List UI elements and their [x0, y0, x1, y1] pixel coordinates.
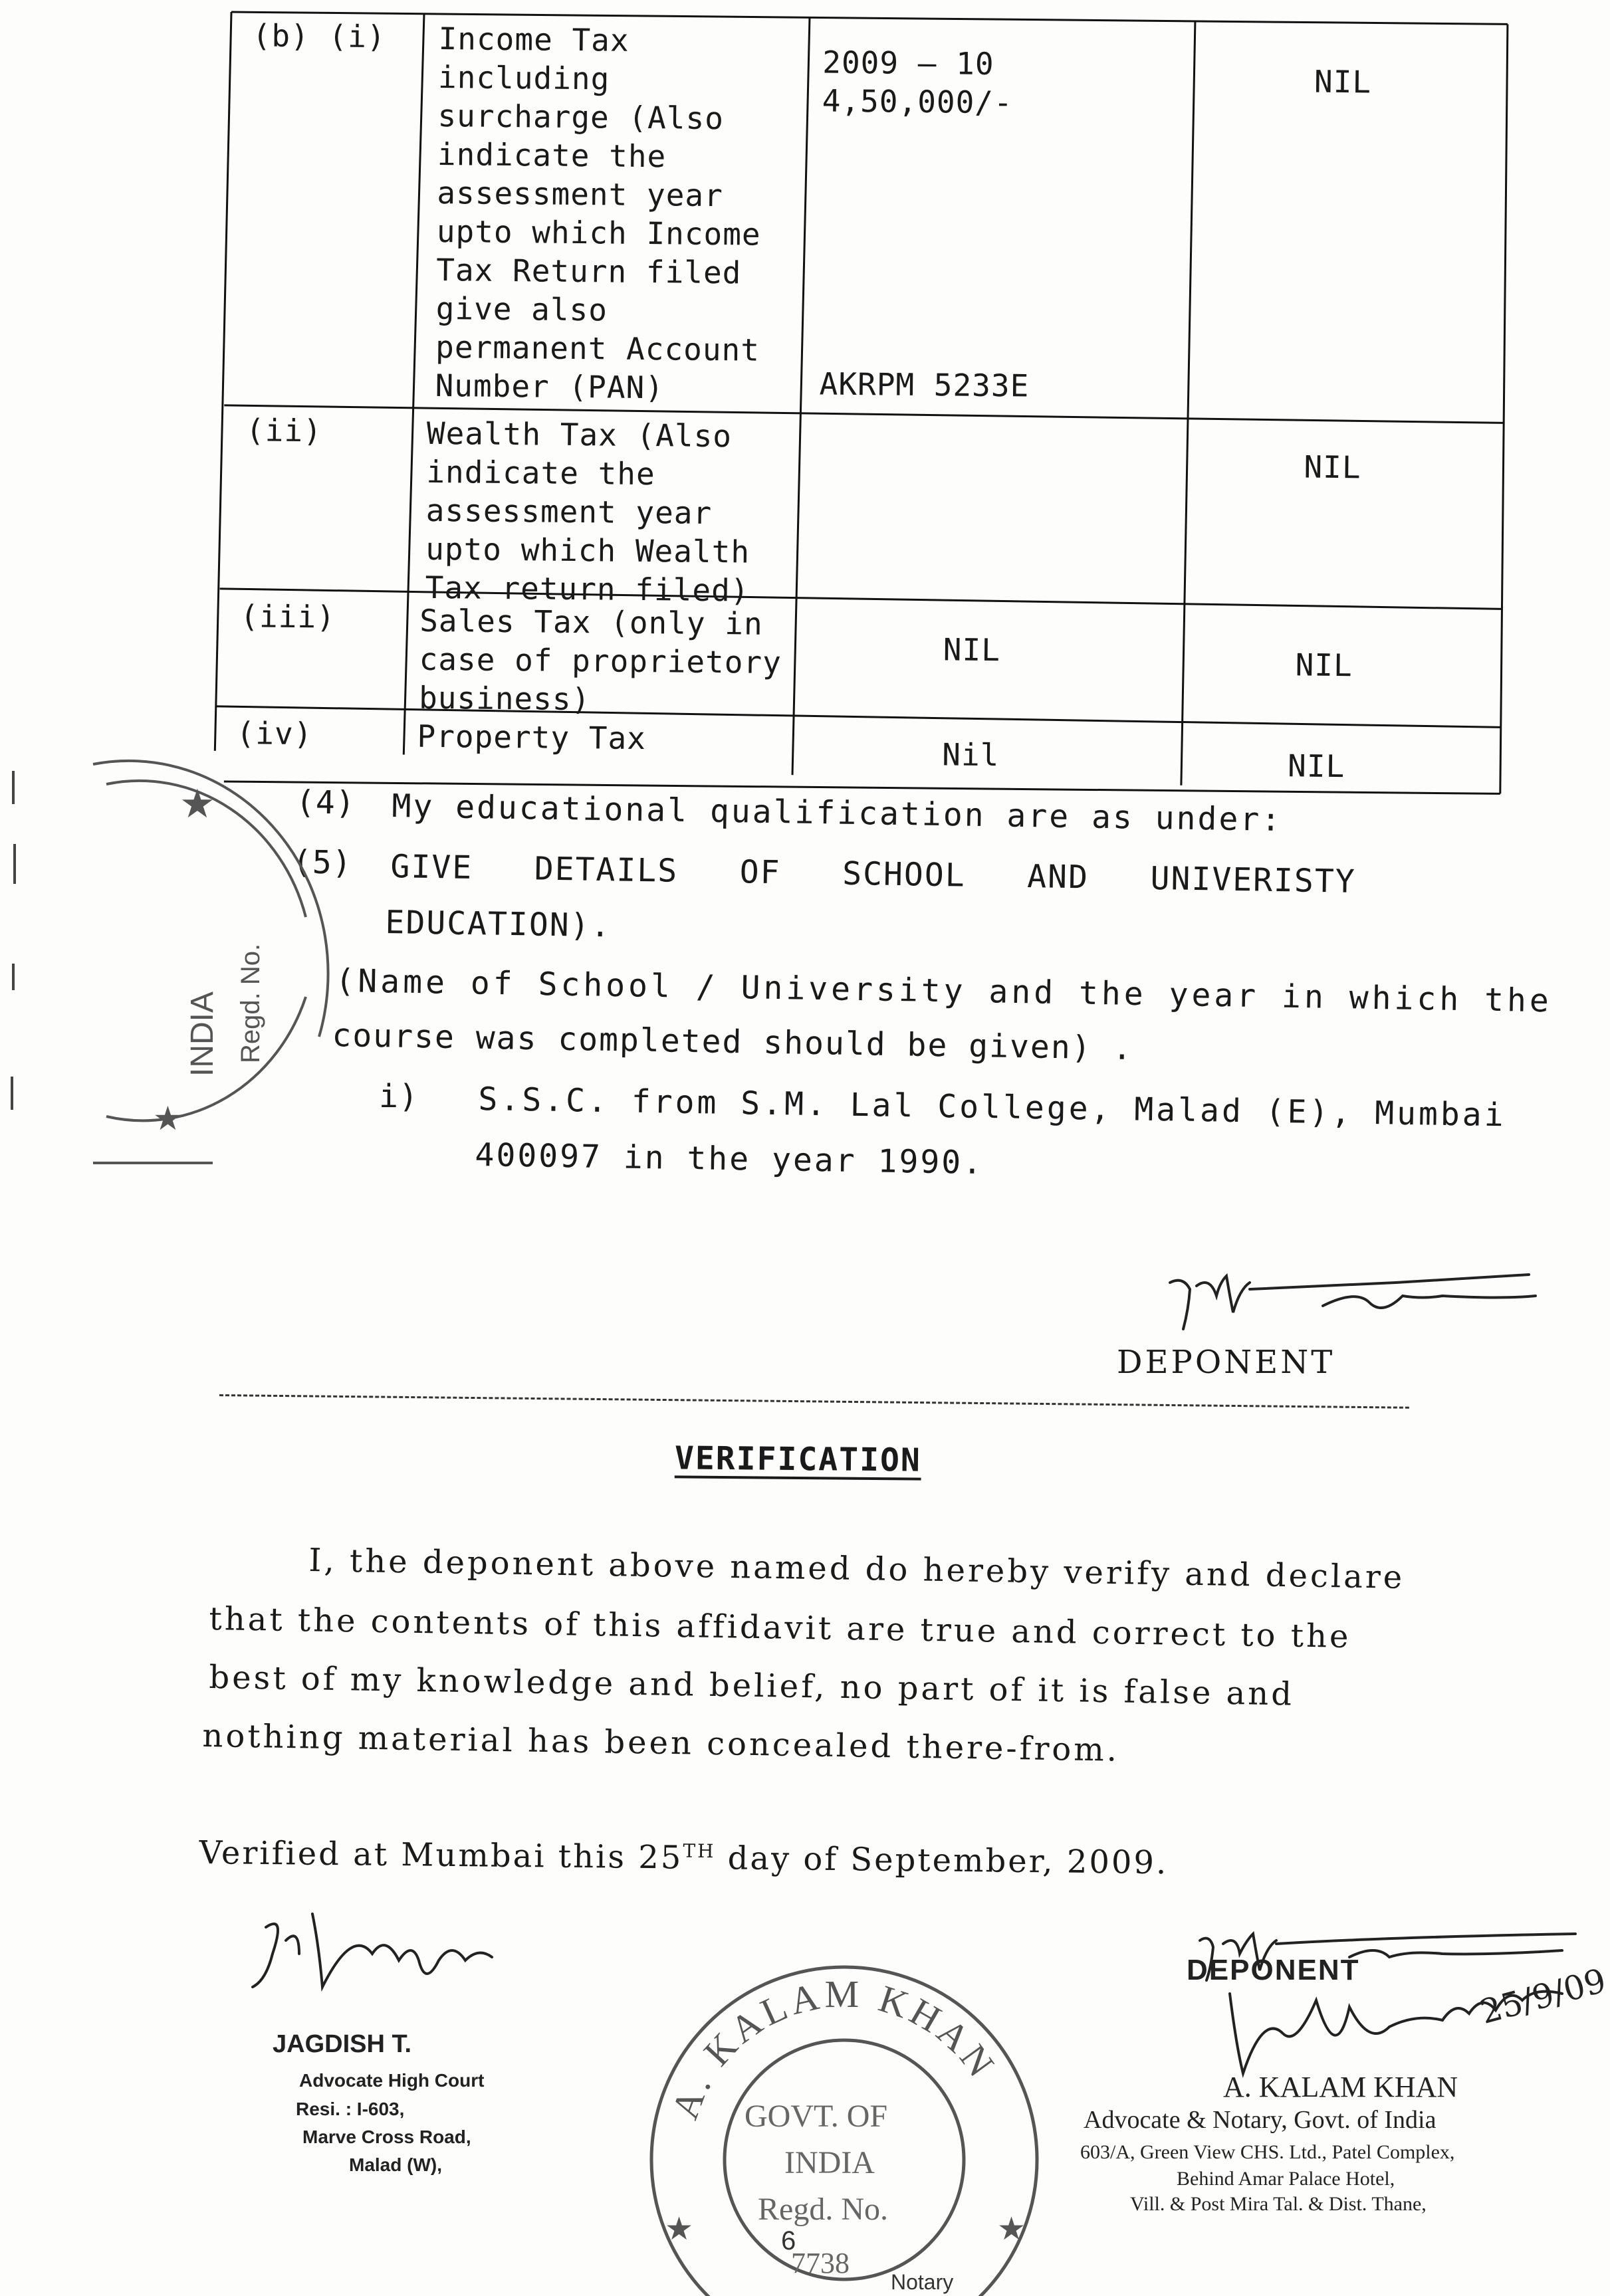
- income-tax-col4: NIL: [1314, 63, 1372, 100]
- verified-sup: TH: [683, 1839, 716, 1863]
- notary-line-4: Vill. & Post Mira Tal. & Dist. Thane,: [1130, 2193, 1427, 2215]
- notary-round-stamp: [638, 1947, 1050, 2296]
- notary-stamp-num: 6: [781, 2226, 796, 2255]
- verified-line: [199, 1834, 1168, 1881]
- row-label-b-i: (b) (i): [252, 17, 386, 55]
- sales-tax-col4: NIL: [1295, 647, 1353, 684]
- sub-item-i-line-1: S.S.C. from S.M. Lal College, Malad (E), Mumbai: [478, 1081, 1507, 1134]
- deponent-label: DEPONENT: [1117, 1344, 1335, 1381]
- section-divider: [219, 1394, 1409, 1409]
- verified-suffix: day of September, 2009.: [715, 1839, 1169, 1882]
- row-desc-sales-tax: Sales Tax (only in case of proprietory business): [418, 602, 782, 718]
- note-line-1: (Name of School / University and the year in which the: [335, 962, 1553, 1020]
- svg-text:★: ★: [665, 2210, 694, 2247]
- row-desc-income-tax: Income Tax including surcharge (Also indicate the assessment year upto which Income Tax Return filed give also permanent Account Number (PAN): [435, 20, 761, 406]
- sub-item-i-line-2: 400097 in the year 1990.: [475, 1136, 984, 1182]
- advocate-stamp-line-3: Marve Cross Road,: [302, 2127, 471, 2147]
- item-4-text: My educational qualification are as under:: [392, 787, 1283, 839]
- notary-stamp-line-1: GOVT. OF: [745, 2099, 888, 2134]
- verified-prefix: Verified at Mumbai this 25: [199, 1834, 683, 1877]
- row-desc-property-tax: Property Tax: [417, 718, 647, 757]
- advocate-stamp-line-2: Resi. : I-603,: [296, 2099, 405, 2119]
- verification-heading: VERIFICATION: [674, 1439, 922, 1479]
- right-stamp-deponent: DEPONENT: [1187, 1954, 1360, 1986]
- advocate-stamp-line-1: Advocate High Court: [299, 2070, 485, 2091]
- notary-ring-text: A. KALAM KHAN: [663, 1972, 1006, 2125]
- pan-number: AKRPM 5233E: [819, 365, 1030, 404]
- deponent-signature-1: [1157, 1249, 1542, 1349]
- advocate-stamp-name: JAGDISH T.: [273, 2030, 412, 2058]
- notary-stamp-line-3: Regd. No.: [758, 2192, 888, 2227]
- verification-line-2: that the contents of this affidavit are true and correct to the: [209, 1600, 1351, 1655]
- property-tax-col3: Nil: [942, 736, 1000, 774]
- notary-line-1: Advocate & Notary, Govt. of India: [1084, 2106, 1437, 2134]
- sub-item-i-number: i): [379, 1078, 419, 1115]
- sales-tax-col3: NIL: [943, 631, 1001, 669]
- tax-table: [224, 12, 1508, 793]
- row-label-iii: (iii): [240, 598, 336, 635]
- notary-line-3: Behind Amar Palace Hotel,: [1177, 2168, 1395, 2190]
- notary-stamp-line-2: INDIA: [784, 2145, 875, 2180]
- left-round-stamp: [80, 758, 332, 1183]
- note-line-2: course was completed should be given) .: [332, 1017, 1133, 1067]
- left-stamp-text-2: Regd. No.: [236, 943, 265, 1063]
- property-tax-col4: NIL: [1287, 748, 1345, 785]
- advocate-stamp-line-4: Malad (W),: [349, 2154, 442, 2175]
- svg-text:★: ★: [179, 781, 215, 827]
- item-5-line-1: GIVE DETAILS OF SCHOOL AND UNIVERISTY: [390, 848, 1357, 900]
- right-stamp-date: 25/9/09: [1476, 1961, 1610, 2032]
- advocate-signature: [246, 1887, 545, 2014]
- item-4-number: (4): [295, 783, 356, 822]
- svg-text:★: ★: [997, 2210, 1026, 2247]
- verification-line-1: I, the deponent above named do hereby verify and declare: [308, 1542, 1405, 1596]
- verification-line-4: nothing material has been concealed there-from.: [202, 1717, 1120, 1769]
- row-label-ii: (ii): [245, 412, 322, 449]
- svg-text:★: ★: [153, 1099, 183, 1138]
- left-stamp-text-1: INDIA: [185, 991, 220, 1077]
- notary-line-2: 603/A, Green View CHS. Ltd., Patel Complex,: [1080, 2141, 1455, 2163]
- item-5-number: (5): [292, 843, 353, 882]
- margin-marks: [0, 764, 40, 1163]
- income-tax-year-amount: 2009 – 10 4,50,000/-: [822, 44, 1013, 121]
- verification-line-3: best of my knowledge and belief, no part of it is false and: [209, 1659, 1295, 1713]
- notary-stamp-line-4: 7738: [791, 2247, 850, 2279]
- wealth-tax-col4: NIL: [1304, 449, 1361, 486]
- notary-stamp-extra: Notary: [891, 2270, 954, 2294]
- item-5-line-2: EDUCATION).: [385, 904, 612, 945]
- row-label-iv: (iv): [236, 715, 313, 752]
- notary-name: A. KALAM KHAN: [1223, 2071, 1458, 2103]
- row-desc-wealth-tax: Wealth Tax (Also indicate the assessment year upto which Wealth Tax return filed): [425, 415, 750, 609]
